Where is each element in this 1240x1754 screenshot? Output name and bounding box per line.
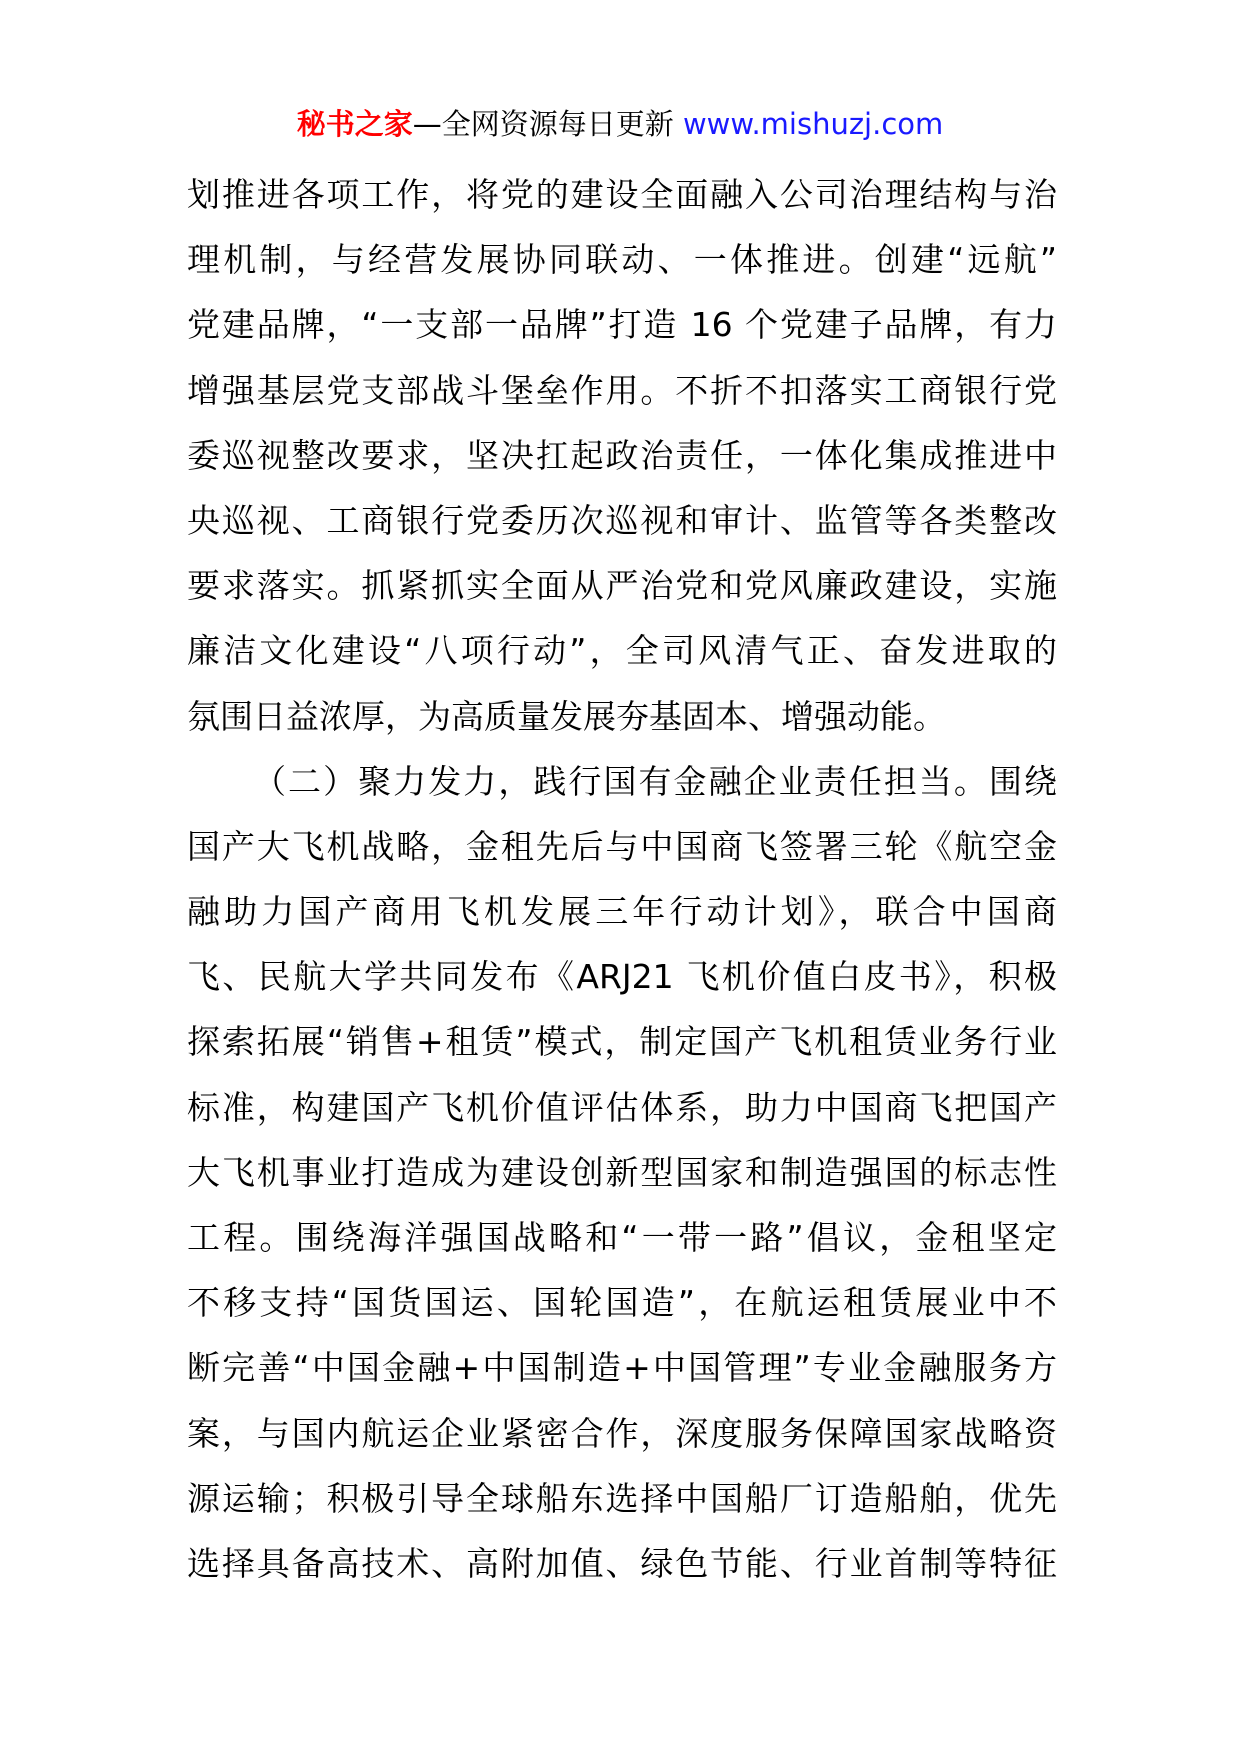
text-line: 工程。围绕海洋强国战略和“一带一路”倡议，金租坚定 [187, 1218, 1057, 1257]
text-line: 大飞机事业打造成为建设创新型国家和制造强国的标志性 [187, 1152, 1057, 1192]
text-line: 断完善“中国金融+中国制造+中国管理”专业金融服务方 [187, 1348, 1057, 1388]
brand-name: 秘书之家 [296, 107, 413, 141]
website-link[interactable]: www.mishuzj.com [682, 107, 944, 141]
text-line: 国产大飞机战略，金租先后与中国商飞签署三轮《航空金 [187, 826, 1057, 866]
document-body [187, 162, 1057, 1596]
text-line: 划推进各项工作，将党的建设全面融入公司治理结构与治 [187, 175, 1057, 214]
text-line: 增强基层党支部战斗堡垒作用。不折不扣落实工商银行党 [187, 370, 1057, 410]
page-header [0, 104, 1240, 144]
text-line: 廉洁文化建设“八项行动”，全司风清气正、奋发进取的 [187, 631, 1057, 671]
header-tagline: —全网资源每日更新 [412, 107, 683, 141]
text-line: 央巡视、工商银行党委历次巡视和审计、监管等各类整改 [187, 500, 1057, 540]
paragraph-last-line: 氛围日益浓厚，为高质量发展夯基固本、增强动能。 [187, 696, 946, 736]
text-line: 选择具备高技术、高附加值、绿色节能、行业首制等特征 [187, 1543, 1057, 1583]
text-line: 探索拓展“销售+租赁”模式，制定国产飞机租赁业务行业 [187, 1022, 1057, 1062]
text-line: 委巡视整改要求，坚决扛起政治责任，一体化集成推进中 [187, 435, 1057, 475]
text-line: 源运输；积极引导全球船东选择中国船厂订造船舶，优先 [187, 1478, 1057, 1518]
text-line: 标准，构建国产飞机价值评估体系，助力中国商飞把国产 [187, 1087, 1057, 1127]
text-line: 理机制，与经营发展协同联动、一体推进。创建“远航” [187, 240, 1057, 280]
text-line: 党建品牌，“一支部一品牌”打造 16 个党建子品牌，有力 [187, 305, 1057, 345]
paragraph-first-line: （二）聚力发力，践行国有金融企业责任担当。围绕 [253, 761, 1057, 801]
text-line: 案，与国内航运企业紧密合作，深度服务保障国家战略资 [187, 1413, 1057, 1453]
text-line: 飞、民航大学共同发布《ARJ21 飞机价值白皮书》，积极 [187, 957, 1057, 997]
text-line: 不移支持“国货国运、国轮国造”，在航运租赁展业中不 [187, 1283, 1057, 1323]
text-line: 要求落实。抓紧抓实全面从严治党和党风廉政建设，实施 [187, 566, 1057, 606]
text-line: 融助力国产商用飞机发展三年行动计划》，联合中国商 [187, 892, 1057, 932]
